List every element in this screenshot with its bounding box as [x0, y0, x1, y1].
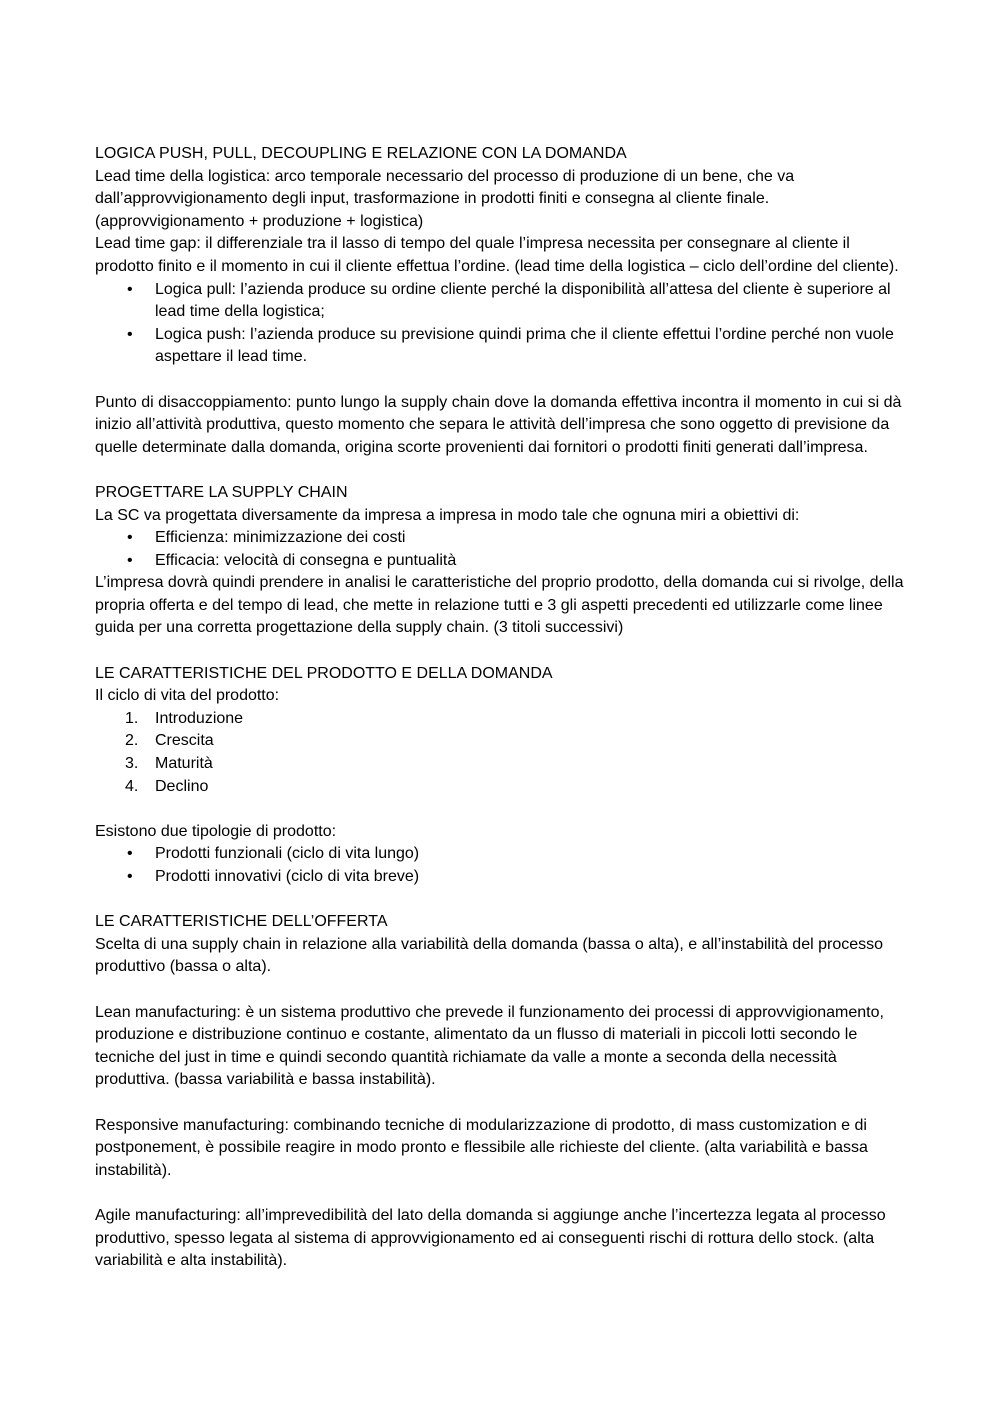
paragraph-disaccoppiamento: Punto di disaccoppiamento: punto lungo la supply chain dove la domanda effettiva incontra il momento in cui si dà inizio all’attività produttiva, questo momento che separa le attività dell’impresa che sono oggetto di previsione da quelle determinate dalla domanda, origina scorte provenienti dai fornitori o prodotti finiti generati dall’impresa.	[95, 393, 902, 456]
list-item	[95, 776, 910, 799]
list-item-text: Declino	[155, 777, 209, 795]
paragraph-spacer	[95, 369, 910, 392]
list-item-text: Prodotti innovativi (ciclo di vita breve)	[155, 868, 420, 885]
number-marker: 2.	[125, 732, 139, 750]
list-item-text: Logica push: l’azienda produce su previsione quindi prima che il cliente effettui l’ordine perché non vuole aspettare il lead time.	[155, 325, 894, 366]
paragraph-scelta-supply-chain: Scelta di una supply chain in relazione alla variabilità della domanda (bassa o alta), e all’instabilità del processo produttivo (bassa o alta).	[95, 935, 884, 976]
paragraph-progettare-analisi: L’impresa dovrà quindi prendere in analisi le caratteristiche del proprio prodotto, della domanda cui si rivolge, della propria offerta e del tempo di lead, che mette in relazione tutti e 3 gli aspetti precedenti ed utilizzarle come linee guida per una corretta progettazione della supply chain. (3 titoli successivi)	[95, 574, 904, 637]
section-heading-progettare: PROGETTARE LA SUPPLY CHAIN	[95, 483, 348, 501]
list-item-text: Maturità	[155, 755, 213, 773]
list-item	[95, 550, 910, 573]
bullet-list-tipologie	[95, 843, 910, 888]
paragraph-spacer	[95, 1092, 910, 1115]
bullet-marker: •	[127, 529, 133, 547]
section-heading-offerta: LE CARATTERISTICHE DELL’OFFERTA	[95, 913, 388, 931]
list-item-text: Introduzione	[155, 709, 244, 727]
paragraph-agile-manufacturing: Agile manufacturing: all’imprevedibilità del lato della domanda si aggiunge anche l’incertezza legata al processo produttivo, spesso legata al sistema di approvvigionamento ed ai conseguenti rischi di rottura dello stock. (alta variabilità e alta instabilità).	[95, 1206, 886, 1270]
paragraph-spacer	[95, 979, 910, 1002]
paragraph-tipologie: Esistono due tipologie di prodotto:	[95, 822, 337, 840]
section-heading-prodotto: LE CARATTERISTICHE DEL PRODOTTO E DELLA DOMANDA	[95, 664, 553, 682]
list-item-text: Efficacia: velocità di consegna e puntualità	[155, 551, 457, 569]
numbered-list-fasi	[95, 708, 910, 798]
list-item-text: Prodotti funzionali (ciclo di vita lungo)	[155, 845, 420, 863]
list-item	[95, 708, 910, 731]
bullet-marker: •	[127, 325, 133, 343]
paragraph-spacer	[95, 889, 910, 912]
bullet-list-logiche	[95, 279, 910, 369]
paragraph-lead-time-logistica: Lead time della logistica: arco temporale necessario del processo di produzione di un bene, che va dall’approvvigionamento degli input, trasformazione in prodotti finiti e consegna al cliente finale. (approvvigionamento + produzione + logistica)	[95, 167, 795, 230]
bullet-list-obiettivi	[95, 527, 910, 572]
paragraph-lead-time-gap: Lead time gap: il differenziale tra il lasso di tempo del quale l’impresa necessita per consegnare al cliente il prodotto finito e il momento in cui il cliente effettua l’ordine. (lead time della logistica – ciclo dell’ordine del cliente).	[95, 235, 899, 275]
list-item	[95, 730, 910, 753]
list-item	[95, 843, 910, 866]
paragraph-progettare-intro: La SC va progettata diversamente da impresa a impresa in modo tale che ognuna miri a obiettivi di:	[95, 506, 800, 524]
bullet-marker: •	[127, 280, 133, 298]
list-item-text: Logica pull: l’azienda produce su ordine cliente perché la disponibilità all’attesa del cliente è superiore al lead time della logistica;	[155, 280, 891, 321]
section-heading-push-pull: LOGICA PUSH, PULL, DECOUPLING E RELAZIONE CON LA DOMANDA	[95, 145, 627, 162]
paragraph-ciclo-di-vita: Il ciclo di vita del prodotto:	[95, 687, 280, 705]
bullet-marker: •	[127, 845, 133, 863]
paragraph-spacer	[95, 640, 910, 663]
list-item	[95, 527, 910, 550]
list-item-text: Efficienza: minimizzazione dei costi	[155, 529, 406, 547]
list-item	[95, 279, 910, 324]
bullet-marker: •	[127, 868, 133, 885]
list-item	[95, 753, 910, 776]
paragraph-responsive-manufacturing: Responsive manufacturing: combinando tecniche di modularizzazione di prodotto, di mass customization e di postponement, è possibile reagire in modo pronto e flessibile alle richieste del cliente. (alta variabilità e bassa instabilità).	[95, 1116, 868, 1179]
number-marker: 3.	[125, 755, 139, 773]
bullet-marker: •	[127, 551, 133, 569]
paragraph-lean-manufacturing: Lean manufacturing: è un sistema produttivo che prevede il funzionamento dei processi di approvvigionamento, produzione e distribuzione continuo e costante, alimentato da un flusso di materiali in piccoli lotti secondo le tecniche del just in time e quindi secondo quantità richiamate da valle a monte a seconda della necessità produttiva. (bassa variabilità e bassa instabilità).	[95, 1003, 884, 1089]
list-item-text: Crescita	[155, 732, 214, 750]
paragraph-spacer	[95, 798, 910, 821]
number-marker: 4.	[125, 777, 139, 795]
list-item	[95, 324, 910, 369]
paragraph-spacer	[95, 459, 910, 482]
paragraph-spacer	[95, 1182, 910, 1205]
document-page	[95, 143, 910, 1273]
number-marker: 1.	[125, 709, 139, 727]
list-item	[95, 866, 910, 889]
